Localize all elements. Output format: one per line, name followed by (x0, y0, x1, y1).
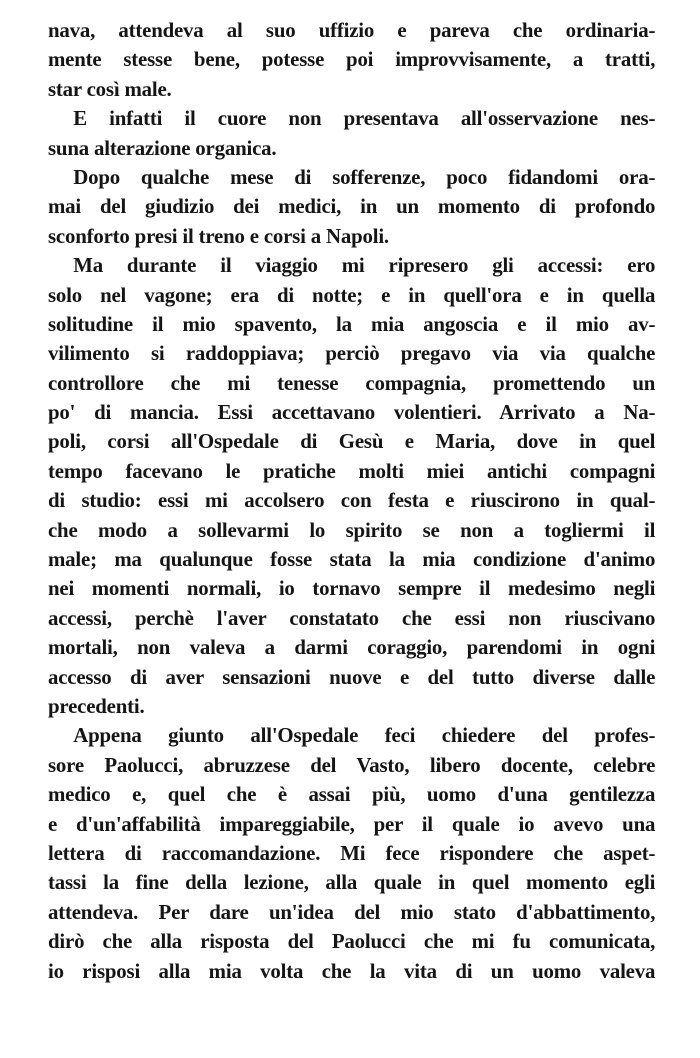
text-line: mente stesse bene, potesse poi improvvisamente, a tratti, (48, 47, 656, 72)
text-line: tempo facevano le pratiche molti miei antichi compagni (48, 458, 656, 483)
text-line: male; ma qualunque fosse stata la mia condizione d'animo (48, 547, 656, 572)
text-line: nei momenti normali, io tornavo sempre il medesimo negli (48, 576, 656, 601)
text-line: accesso di aver sensazioni nuove e del tutto diverse dalle (48, 664, 656, 689)
text-line: sore Paolucci, abruzzese del Vasto, libero docente, celebre (48, 752, 656, 777)
text-line: accessi, perchè l'aver constatato che essi non riuscivano (48, 605, 656, 630)
text-line: mortali, non valeva a darmi coraggio, parendomi in ogni (48, 635, 656, 660)
text-line: suna alterazione organica. (48, 135, 277, 160)
text-line: precedenti. (48, 693, 145, 718)
text-line: medico e, quel che è assai più, uomo d'una gentilezza (48, 782, 656, 807)
text-line: star così male. (48, 76, 172, 101)
text-line: solitudine il mio spavento, la mia angoscia e il mio av- (48, 311, 656, 336)
text-line: nava, attendeva al suo uffizio e pareva che ordinaria- (48, 18, 656, 42)
text-line: E infatti il cuore non presentava all'osservazione nes- (73, 106, 656, 131)
text-line: dirò che alla risposta del Paolucci che mi fu comunicata, (48, 929, 656, 954)
text-line: lettera di raccomandazione. Mi fece rispondere che aspet- (48, 840, 656, 865)
text-line: sconforto presi il treno e corsi a Napoli. (48, 223, 389, 248)
text-line: mai del giudizio dei medici, in un momento di profondo (48, 194, 656, 219)
text-line: Dopo qualche mese di sofferenze, poco fidandomi ora- (73, 164, 656, 189)
text-line: poli, corsi all'Ospedale di Gesù e Maria, dove in quel (48, 429, 656, 454)
text-line: Ma durante il viaggio mi ripresero gli accessi: ero (73, 253, 656, 278)
text-line: solo nel vagone; era di notte; e in quell'ora e in quella (48, 282, 656, 307)
text-line: po' di mancia. Essi accettavano volentieri. Arrivato a Na- (48, 400, 656, 425)
text-line: vilimento si raddoppiava; perciò pregavo via via qualche (48, 341, 656, 366)
document-page (48, 16, 655, 986)
text-line: che modo a sollevarmi lo spirito se non a togliermi il (48, 517, 656, 542)
text-line: controllore che mi tenesse compagnia, promettendo un (48, 370, 656, 395)
text-line: attendeva. Per dare un'idea del mio stato d'abbattimento, (48, 899, 656, 924)
text-line: Appena giunto all'Ospedale feci chiedere del profes- (73, 723, 656, 748)
text-line: tassi la fine della lezione, alla quale in quel momento egli (48, 870, 656, 895)
text-line: io risposi alla mia volta che la vita di un uomo valeva (48, 958, 656, 983)
text-line: e d'un'affabilità impareggiabile, per il quale io avevo una (48, 811, 656, 836)
text-line: di studio: essi mi accolsero con festa e riuscirono in qual- (48, 488, 656, 513)
